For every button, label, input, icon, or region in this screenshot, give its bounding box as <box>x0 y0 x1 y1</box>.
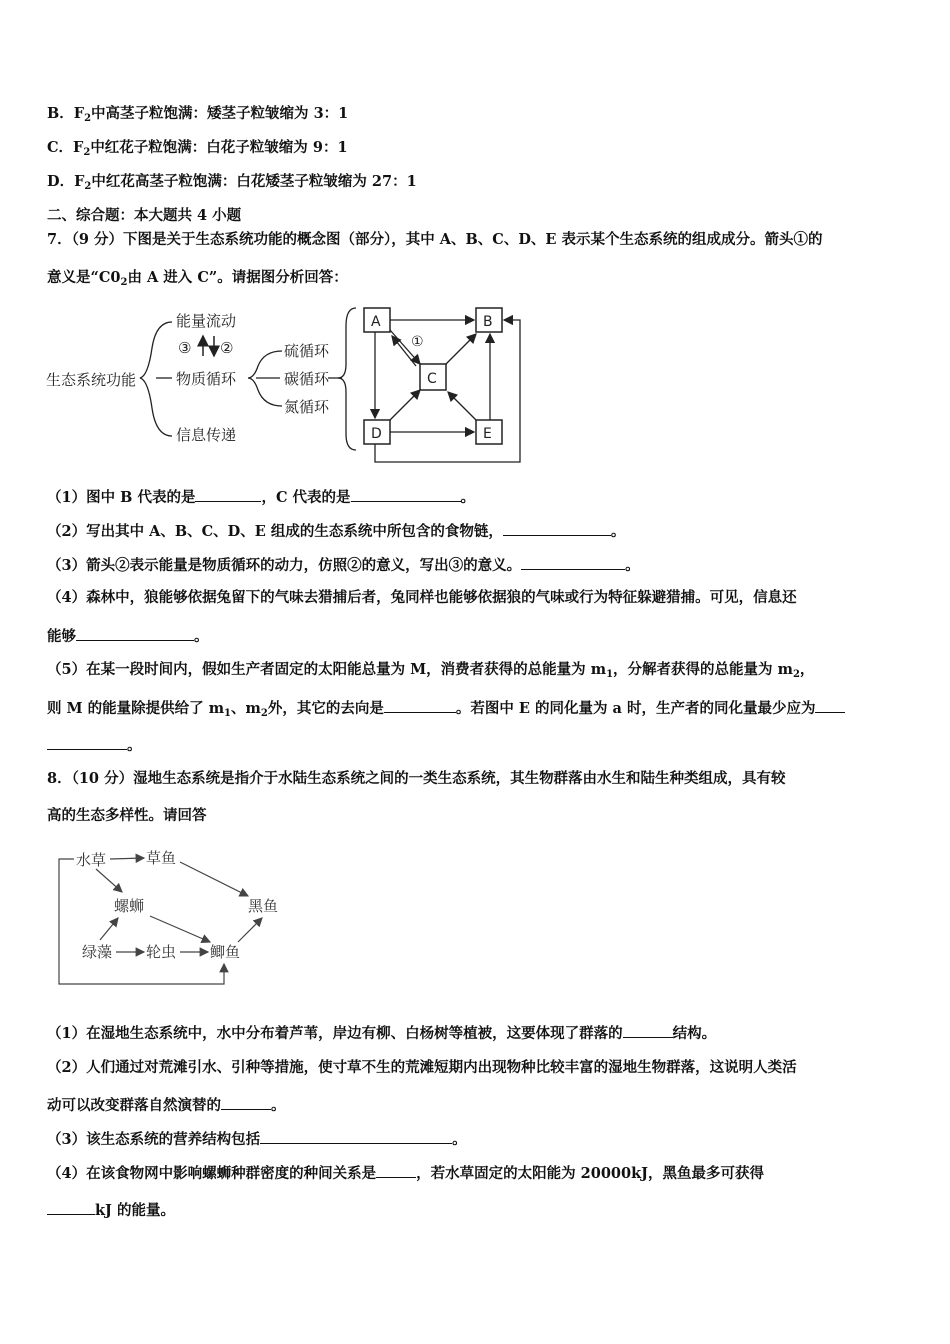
q7-s4-b: 。 <box>194 628 209 645</box>
q8-intro-line1: 8．（10 分）湿地生态系统是指介于水陆生态系统之间的一类生态系统，其生物群落由水生和陆生种类组成，具有较 <box>47 770 786 787</box>
q7-intro-b2: 由 A 进入 C”。请据图分析回答： <box>127 269 348 286</box>
web-lvzao: 绿藻 <box>82 943 113 961</box>
q7-s4-blank[interactable] <box>76 625 194 641</box>
q8-s2-b: 。 <box>271 1097 286 1114</box>
q7-intro-line2 <box>47 268 348 290</box>
q7-s3-blank[interactable] <box>521 554 625 570</box>
q7-s5-blank2[interactable] <box>815 697 845 713</box>
q8-s4-a: （4）在该食物网中影响螺蛳种群密度的种间关系是 <box>47 1165 377 1182</box>
diagram-arrow2: ② <box>220 339 234 357</box>
q7-s1-blank2[interactable] <box>351 486 461 502</box>
q8-s1-b: 结构。 <box>672 1025 717 1042</box>
arrow-c-b <box>446 334 476 364</box>
q7-s5-line3 <box>47 734 142 756</box>
q7-s5-g: 。若图中 E 的同化量为 a 时，生产者的同化量最少应为 <box>455 700 816 717</box>
diagram-carbon: 碳循环 <box>284 370 330 388</box>
diagram-root: 生态系统功能 <box>46 371 137 389</box>
box-d-label: D <box>371 426 382 442</box>
q7-s5-blank1[interactable] <box>384 697 456 713</box>
q8-s4-blank1[interactable] <box>376 1162 416 1178</box>
q8-s4-blank2[interactable] <box>47 1199 95 1215</box>
q8-s2-line2 <box>47 1094 286 1116</box>
q8-s4-c: kJ 的能量。 <box>95 1202 175 1219</box>
web-shuicao: 水草 <box>76 851 107 869</box>
diagram-sulfur: 硫循环 <box>284 342 330 360</box>
option-c-sub: 2 <box>83 147 91 158</box>
web-lunchong: 轮虫 <box>146 943 177 961</box>
web-heiyu: 黑鱼 <box>248 897 279 915</box>
q7-s2-b: 。 <box>610 523 626 540</box>
box-c-label: C <box>427 371 437 387</box>
option-d-prefix: D．F <box>47 173 85 190</box>
web-arrow-jiyu-heiyu <box>238 918 262 942</box>
option-b <box>47 104 348 126</box>
q7-s5-line2 <box>47 697 845 721</box>
q7-s1-b: ，C 代表的是 <box>261 489 351 506</box>
q7-s5-d: 则 M 的能量除提供给了 m <box>47 700 225 717</box>
diagram-nitrogen: 氮循环 <box>284 398 330 416</box>
q7-s3 <box>47 554 640 576</box>
q8-s1 <box>47 1022 716 1044</box>
q7-s1 <box>47 486 475 508</box>
brace-right <box>338 308 356 450</box>
web-jiyu: 鲫鱼 <box>210 943 241 961</box>
q7-s5-line1 <box>47 660 814 682</box>
brace-left <box>140 322 172 436</box>
web-arrow-caoyu-heiyu <box>180 862 248 896</box>
q7-s5-sub4: 2 <box>260 708 268 719</box>
option-c <box>47 138 348 160</box>
option-b-sub: 2 <box>84 113 92 124</box>
q7-s5-sub3: 1 <box>224 708 232 719</box>
q7-s3-b: 。 <box>625 557 640 574</box>
q7-s2 <box>47 520 625 542</box>
q8-food-web <box>56 842 296 990</box>
q7-s2-blank[interactable] <box>503 520 611 536</box>
q7-s3-a: （3）箭头②表示能量是物质循环的动力，仿照②的意义，写出③的意义。 <box>47 557 522 574</box>
q8-s1-a: （1）在湿地生态系统中，水中分布着芦苇，岸边有柳、白杨树等植被，这要体现了群落的 <box>47 1025 623 1042</box>
web-arrow-shuicao-luosi <box>96 869 122 892</box>
web-arrow-luosi-jiyu <box>150 916 210 942</box>
option-b-text: 中高茎子粒饱满：矮茎子粒皱缩为 3：1 <box>91 105 349 122</box>
web-arrow-lvzao-luosi <box>100 918 118 940</box>
web-arrow-shuicao-jiyu-loop <box>59 859 224 984</box>
q7-s5-c: ， <box>799 661 815 678</box>
q7-s5-sub1: 1 <box>606 669 614 680</box>
q7-intro-sub: 2 <box>120 277 128 288</box>
q7-concept-diagram <box>44 296 534 468</box>
q8-s4-line1 <box>47 1162 764 1184</box>
box-b-label: B <box>483 314 493 330</box>
diagram-arrow1: ① <box>411 334 424 350</box>
q8-s2-blank[interactable] <box>221 1094 271 1110</box>
q8-s4-line2 <box>47 1199 175 1221</box>
q8-s3-blank[interactable] <box>260 1128 452 1144</box>
q8-s1-blank[interactable] <box>623 1022 673 1038</box>
q7-s4-a: 能够 <box>47 628 76 645</box>
q7-s4-line1: （4）森林中，狼能够依据兔留下的气味去猎捕后者，兔同样也能够依据狼的气味或行为特征躲避猎捕。可见，信息还 <box>47 589 797 606</box>
q7-s5-e: 、m <box>231 700 261 717</box>
q8-s3-b: 。 <box>452 1131 467 1148</box>
q7-s5-sub2: 2 <box>792 669 800 680</box>
q7-s5-b: ，分解者获得的总能量为 m <box>613 661 793 678</box>
q8-s3-a: （3）该生态系统的营养结构包括 <box>47 1131 261 1148</box>
diagram-arrow3: ③ <box>178 339 192 357</box>
option-d-sub: 2 <box>84 181 92 192</box>
q8-s4-b: ，若水草固定的太阳能为 20000kJ，黑鱼最多可获得 <box>416 1165 764 1182</box>
option-c-prefix: C．F <box>47 139 84 156</box>
q7-s5-blank2-cont[interactable] <box>47 734 127 750</box>
diagram-info: 信息传递 <box>176 426 237 444</box>
arrow-e-c <box>448 392 476 420</box>
q7-s4-line2 <box>47 625 209 647</box>
q8-s3 <box>47 1128 467 1150</box>
web-arrow-shuicao-caoyu <box>110 858 144 859</box>
diagram-matter: 物质循环 <box>176 370 237 388</box>
box-e-label: E <box>483 426 492 442</box>
q8-intro-line2: 高的生态多样性。请回答 <box>47 807 207 824</box>
web-luosi: 螺蛳 <box>114 897 145 915</box>
q8-s2-a: 动可以改变群落自然演替的 <box>47 1097 221 1114</box>
q7-s5-a: （5）在某一段时间内，假如生产者固定的太阳能总量为 M，消费者获得的总能量为 m <box>47 661 607 678</box>
q7-intro-line1: 7．（9 分）下图是关于生态系统功能的概念图（部分），其中 A、B、C、D、E 表示某个生态系统的组成成分。箭头①的 <box>47 231 823 248</box>
q8-s2-line1: （2）人们通过对荒滩引水、引种等措施，使寸草不生的荒滩短期内出现物种比较丰富的湿地生物群落，这说明人类活 <box>47 1059 797 1076</box>
web-caoyu: 草鱼 <box>146 849 177 867</box>
q7-s1-c: 。 <box>460 489 476 506</box>
q7-intro-b1: 意义是“C0 <box>47 269 121 286</box>
option-b-prefix: B．F <box>47 105 85 122</box>
diagram-energy: 能量流动 <box>176 312 237 330</box>
q7-s2-a: （2）写出其中 A、B、C、D、E 组成的生态系统中所包含的食物链， <box>47 523 503 540</box>
q7-s5-f: 外，其它的去向是 <box>267 700 384 717</box>
section-title: 二、综合题：本大题共 4 小题 <box>47 207 242 224</box>
option-d <box>47 172 417 194</box>
q7-s1-a: （1）图中 B 代表的是 <box>47 489 196 506</box>
box-a-label: A <box>371 314 381 330</box>
q7-s1-blank1[interactable] <box>195 486 261 502</box>
option-c-text: 中红花子粒饱满：白花子粒皱缩为 9：1 <box>90 139 348 156</box>
q7-s5-end: 。 <box>127 737 142 754</box>
arrow-d-c <box>390 390 420 420</box>
option-d-text: 中红花高茎子粒饱满：白花矮茎子粒皱缩为 27：1 <box>91 173 417 190</box>
